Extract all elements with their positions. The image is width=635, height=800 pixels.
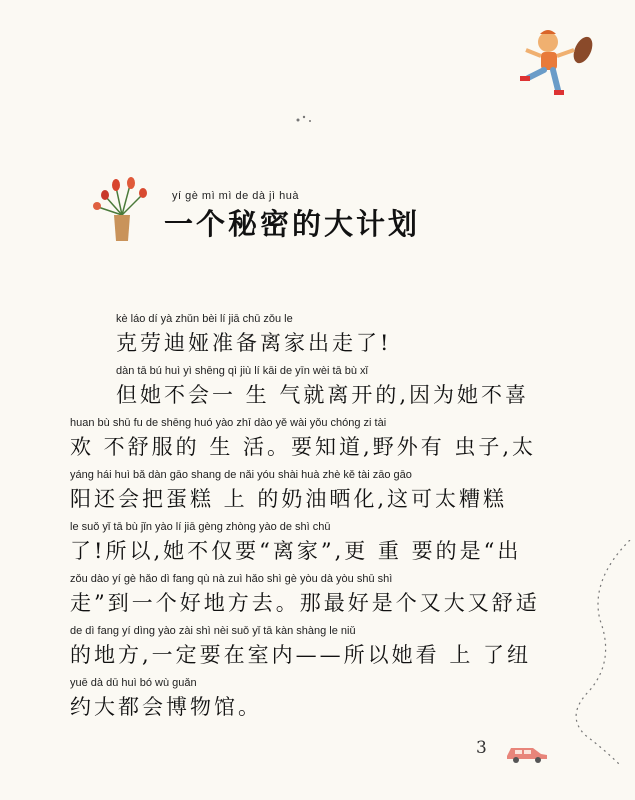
dots-decoration [290, 110, 320, 130]
chinese-line: 欢 不舒服的 生 活。要知道,野外有 虫子,太 [70, 435, 537, 459]
story-text [70, 313, 590, 729]
text-line [70, 573, 590, 625]
chinese-line: 克劳迪娅准备离家出走了! [116, 331, 392, 355]
chinese-line: 的地方,一定要在室内——所以她看 上 了纽 [70, 643, 532, 667]
pinyin-line: yáng hái huì bǎ dàn gāo shang de nǎi yóu shài huà zhè kě tài zāo gāo [70, 469, 412, 481]
text-line [70, 677, 590, 729]
pinyin-line: kè láo dí yà zhǔn bèi lí jiā chū zǒu le [116, 313, 293, 325]
page-number: 3 [476, 738, 487, 758]
chinese-line: 了!所以,她不仅要“离家”,更 重 要的是“出 [70, 539, 522, 563]
pinyin-line: de dì fang yí dìng yào zài shì nèi suǒ yǐ tā kàn shàng le niǔ [70, 625, 356, 637]
chinese-line: 走”到一个好地方去。那最好是个又大又舒适 [70, 591, 540, 615]
text-line [70, 469, 590, 521]
page-title: 一个秘密的大计划 [164, 207, 421, 241]
text-line [70, 625, 590, 677]
car-illustration [503, 740, 549, 764]
title-pinyin: yí gè mì mì de dà jì huà [172, 190, 299, 202]
pinyin-line: le suǒ yǐ tā bù jǐn yào lí jiā gèng zhòng yào de shì chū [70, 521, 331, 533]
chinese-line: 但她不会一 生 气就离开的,因为她不喜 [116, 383, 530, 407]
flower-vase-illustration [88, 175, 158, 243]
text-line [70, 365, 590, 417]
dotted-trail-decoration [560, 540, 635, 780]
text-line [70, 521, 590, 573]
pinyin-line: dàn tā bú huì yì shēng qì jiù lí kāi de yīn wèi tā bù xǐ [116, 365, 368, 377]
pinyin-line: huan bù shū fu de shēng huó yào zhī dào yě wài yǒu chóng zi tài [70, 417, 387, 429]
text-line [70, 417, 590, 469]
boy-illustration [508, 20, 600, 100]
text-line [70, 313, 590, 365]
pinyin-line: zǒu dào yí gè hǎo dì fang qù nà zuì hǎo shì gè yòu dà yòu shū shì [70, 573, 393, 585]
pinyin-line: yuē dà dū huì bó wù guǎn [70, 677, 197, 689]
chinese-line: 约大都会博物馆。 [70, 695, 262, 719]
chinese-line: 阳还会把蛋糕 上 的奶油晒化,这可太糟糕 [70, 487, 508, 511]
